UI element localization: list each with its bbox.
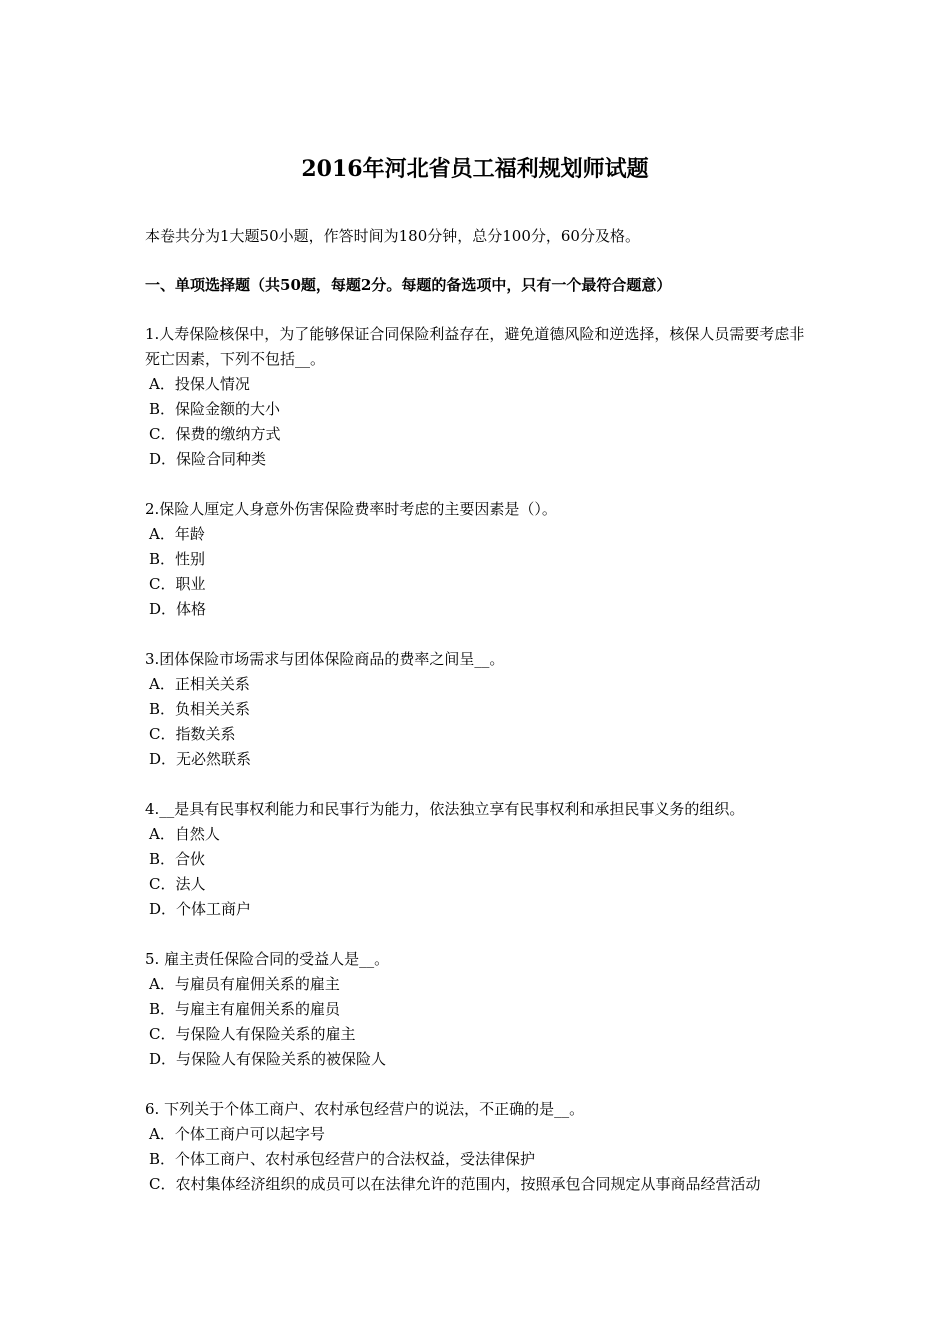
question-stem: 3.团体保险市场需求与团体保险商品的费率之间呈__。 [145,650,505,668]
question-stem: 5. 雇主责任保险合同的受益人是__。 [145,950,390,968]
document-title: 2016年河北省员工福利规划师试题 [301,156,649,182]
question-6 [145,1097,815,1197]
question-4 [145,797,815,922]
option-b: B．保险金额的大小 [149,400,281,418]
option-d: D．保险合同种类 [149,450,267,468]
question-1 [145,322,815,472]
option-b: B．合伙 [149,850,206,868]
option-a: A．自然人 [149,825,220,843]
question-stem: 4.__是具有民事权利能力和民事行为能力，依法独立享有民事权利和承担民事义务的组织。 [145,800,745,818]
question-list [145,322,815,1222]
option-b: B．与雇主有雇佣关系的雇员 [149,1000,341,1018]
section-heading: 一、单项选择题（共50题，每题2分。每题的备选项中，只有一个最符合题意） [145,276,672,294]
question-stem: 1.人寿保险核保中，为了能够保证合同保险利益存在，避免道德风险和逆选择，核保人员需要考虑非死亡因素，下列不包括__。 [145,325,805,368]
option-c: C．法人 [149,875,206,893]
option-c: C．农村集体经济组织的成员可以在法律允许的范围内，按照承包合同规定从事商品经营活动 [149,1175,761,1193]
option-b: B．性别 [149,550,206,568]
option-b: B．个体工商户、农村承包经营户的合法权益，受法律保护 [149,1150,536,1168]
option-a: A．与雇员有雇佣关系的雇主 [149,975,340,993]
option-c: C．指数关系 [149,725,236,743]
exam-instructions: 本卷共分为1大题50小题，作答时间为180分钟，总分100分，60分及格。 [145,227,640,245]
option-d: D．体格 [149,600,207,618]
option-b: B．负相关关系 [149,700,251,718]
option-a: A．正相关关系 [149,675,250,693]
option-a: A．投保人情况 [149,375,250,393]
question-stem: 2.保险人厘定人身意外伤害保险费率时考虑的主要因素是（）。 [145,500,557,518]
option-a: A．年龄 [149,525,205,543]
option-a: A．个体工商户可以起字号 [149,1125,325,1143]
option-c: C．与保险人有保险关系的雇主 [149,1025,356,1043]
option-c: C．保费的缴纳方式 [149,425,281,443]
question-3 [145,647,815,772]
question-stem: 6. 下列关于个体工商户、农村承包经营户的说法，不正确的是__。 [145,1100,585,1118]
option-d: D．无必然联系 [149,750,252,768]
option-c: C．职业 [149,575,206,593]
option-d: D．与保险人有保险关系的被保险人 [149,1050,387,1068]
option-d: D．个体工商户 [149,900,252,918]
question-5 [145,947,815,1072]
question-2 [145,497,815,622]
